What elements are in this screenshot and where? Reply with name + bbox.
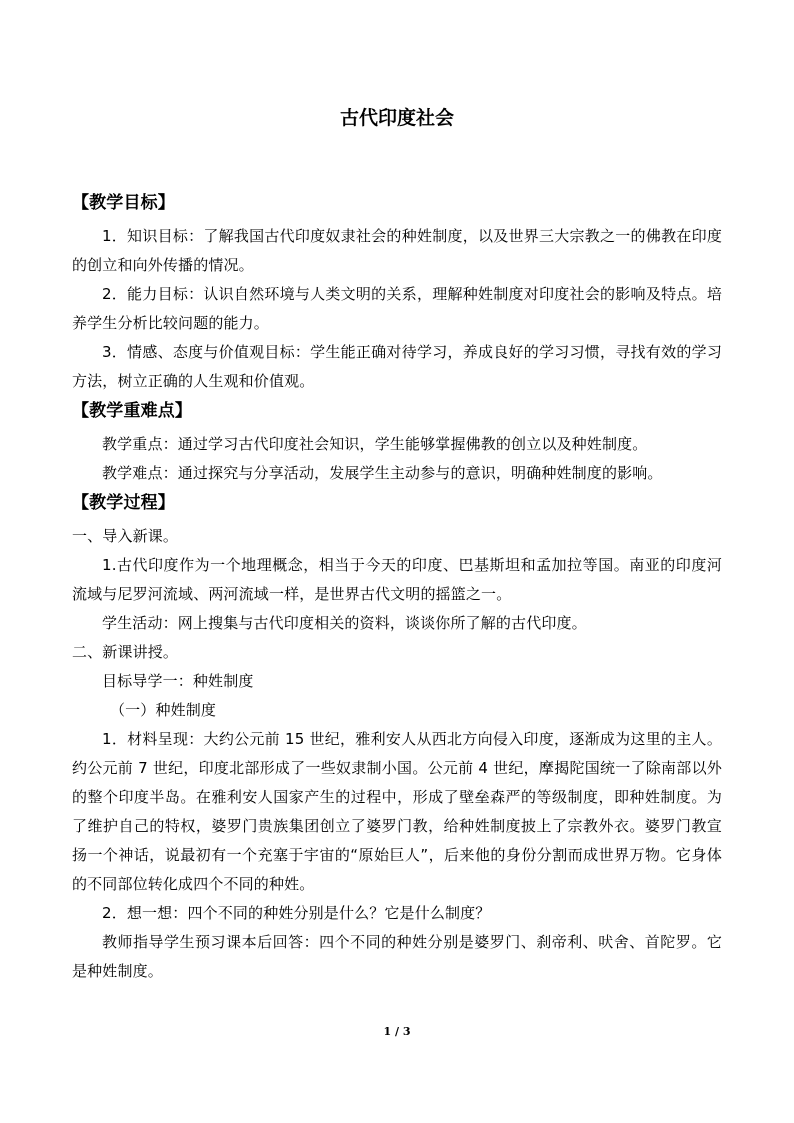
section-heading-key-points: 【教学重难点】 xyxy=(72,401,193,421)
key-point-item: 教学重点：通过学习古代印度社会知识，学生能够掌握佛教的创立以及种姓制度。 xyxy=(102,435,648,453)
process-part1-activity: 学生活动：网上搜集与古代印度相关的资料，谈谈你所了解的古代印度。 xyxy=(102,614,587,632)
section-heading-process: 【教学过程】 xyxy=(72,493,175,513)
document-body xyxy=(72,188,722,986)
subsection-heading: （一）种姓制度 xyxy=(110,701,217,719)
process-part1-title: 一、导入新课。 xyxy=(72,527,179,545)
teacher-answer: 教师指导学生预习课本后回答：四个不同的种姓分别是婆罗门、刹帝利、吠舍、首陀罗。它是种姓制度。 xyxy=(72,933,722,980)
key-point-item: 教学难点：通过探究与分享活动，发展学生主动参与的意识，明确种姓制度的影响。 xyxy=(102,464,663,482)
objective-item: 2．能力目标：认识自然环境与人类文明的关系，理解种姓制度对印度社会的影响及特点。培养学生分析比较问题的能力。 xyxy=(72,285,722,332)
objective-item: 1．知识目标：了解我国古代印度奴隶社会的种姓制度，以及世界三大宗教之一的佛教在印度的创立和向外传播的情况。 xyxy=(72,227,722,274)
goal-heading: 目标导学一：种姓制度 xyxy=(102,672,254,690)
think-question: 2．想一想：四个不同的种姓分别是什么？它是什么制度？ xyxy=(102,904,491,922)
page-number: 1 / 3 xyxy=(383,1025,411,1038)
process-part2-title: 二、新课讲授。 xyxy=(72,643,179,661)
material-paragraph: 1．材料呈现：大约公元前 15 世纪，雅利安人从西北方向侵入印度，逐渐成为这里的主人。约公元前 7 世纪，印度北部形成了一些奴隶制小国。公元前 4 世纪，摩揭陀国统一了除南部以外的整个印度半岛。在雅利安人国家产生的过程中，形成了壁垒森严的等级制度，即种姓制度。为了维护自己的特权，婆罗门贵族集团创立了婆罗门教，给种姓制度披上了宗教外衣。婆罗门教宣扬一个神话，说最初有一个充塞于宇宙的“原始巨人”，后来他的身份分割而成世界万物。它身体的不同部位转化成四个不同的种姓。 xyxy=(72,730,722,893)
section-heading-objectives: 【教学目标】 xyxy=(72,193,175,213)
document-title: 古代印度社会 xyxy=(339,107,454,129)
process-part1-paragraph: 1.古代印度作为一个地理概念，相当于今天的印度、巴基斯坦和孟加拉等国。南亚的印度河流域与尼罗河流域、两河流域一样，是世界古代文明的摇篮之一。 xyxy=(72,556,722,603)
objective-item: 3．情感、态度与价值观目标：学生能正确对待学习，养成良好的学习习惯，寻找有效的学习方法，树立正确的人生观和价值观。 xyxy=(72,343,722,390)
